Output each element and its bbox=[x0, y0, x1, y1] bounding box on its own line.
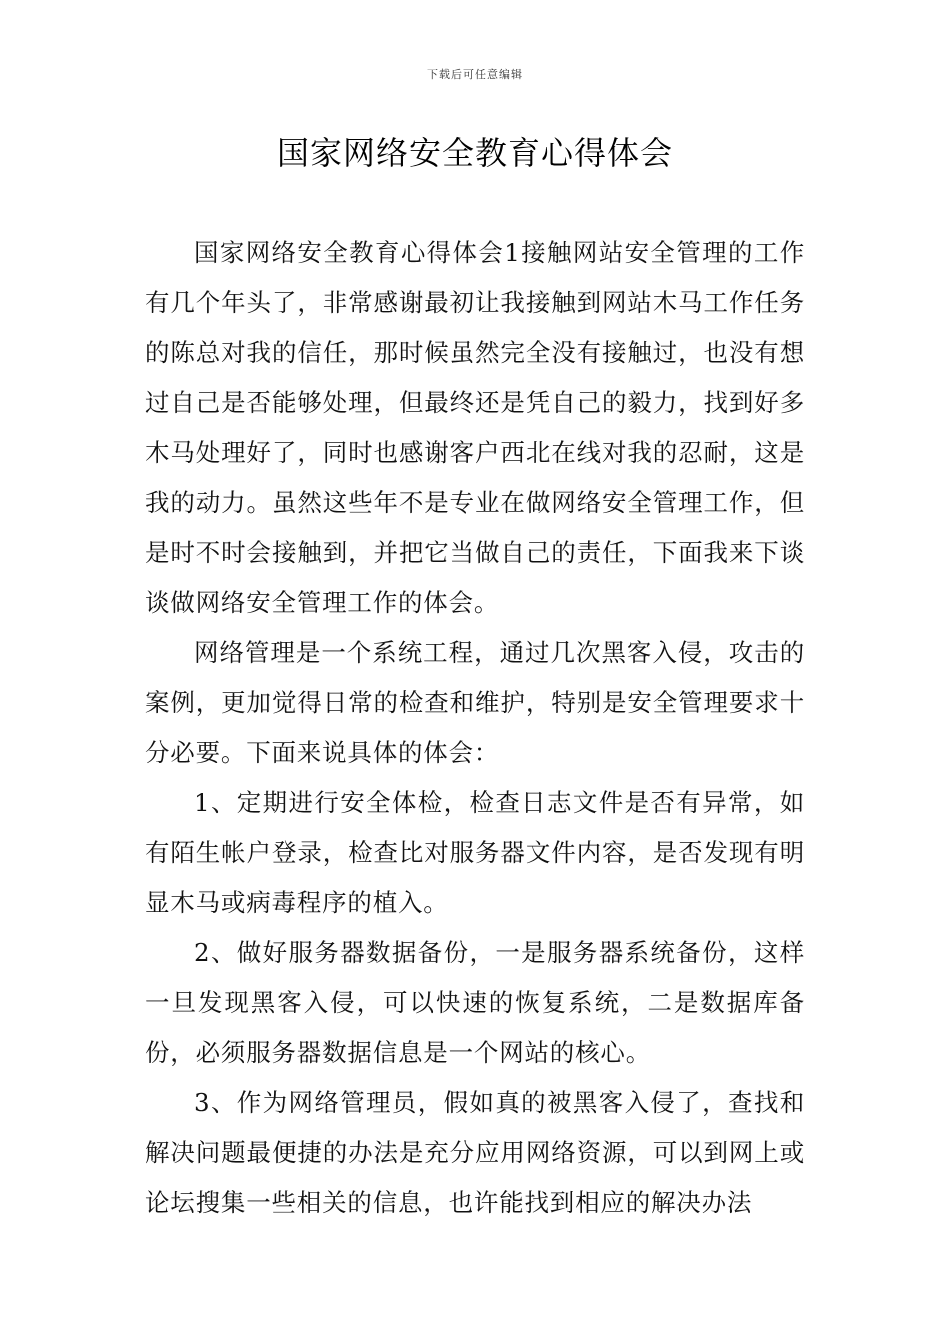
paragraph-point-1: 1、定期进行安全体检，检查日志文件是否有异常，如有陌生帐户登录，检查比对服务器文件内容，是否发现有明显木马或病毒程序的植入。 bbox=[145, 788, 805, 917]
paragraph-network-management: 网络管理是一个系统工程，通过几次黑客入侵，攻击的案例，更加觉得日常的检查和维护，特别是安全管理要求十分必要。下面来说具体的体会： bbox=[145, 638, 805, 767]
paragraph-point-3: 3、作为网络管理员，假如真的被黑客入侵了，查找和解决问题最便捷的办法是充分应用网络资源，可以到网上或论坛搜集一些相关的信息，也许能找到相应的解决办法 bbox=[145, 1088, 805, 1217]
document-title: 国家网络安全教育心得体会 bbox=[276, 134, 673, 172]
paragraph-intro: 国家网络安全教育心得体会1接触网站安全管理的工作有几个年头了，非常感谢最初让我接触到网站木马工作任务的陈总对我的信任，那时候虽然完全没有接触过，也没有想过自己是否能够处理，但最终还是凭自己的毅力，找到好多木马处理好了，同时也感谢客户西北在线对我的忍耐，这是我的动力。虽然这些年不是专业在做网络安全管理工作，但是时不时会接触到，并把它当做自己的责任，下面我来下谈谈做网络安全管理工作的体会。 bbox=[145, 238, 805, 617]
document-body bbox=[145, 228, 805, 1228]
header-note: 下载后可任意编辑 bbox=[427, 68, 523, 81]
paragraph-point-2: 2、做好服务器数据备份，一是服务器系统备份，这样一旦发现黑客入侵，可以快速的恢复系统，二是数据库备份，必须服务器数据信息是一个网站的核心。 bbox=[145, 938, 805, 1067]
